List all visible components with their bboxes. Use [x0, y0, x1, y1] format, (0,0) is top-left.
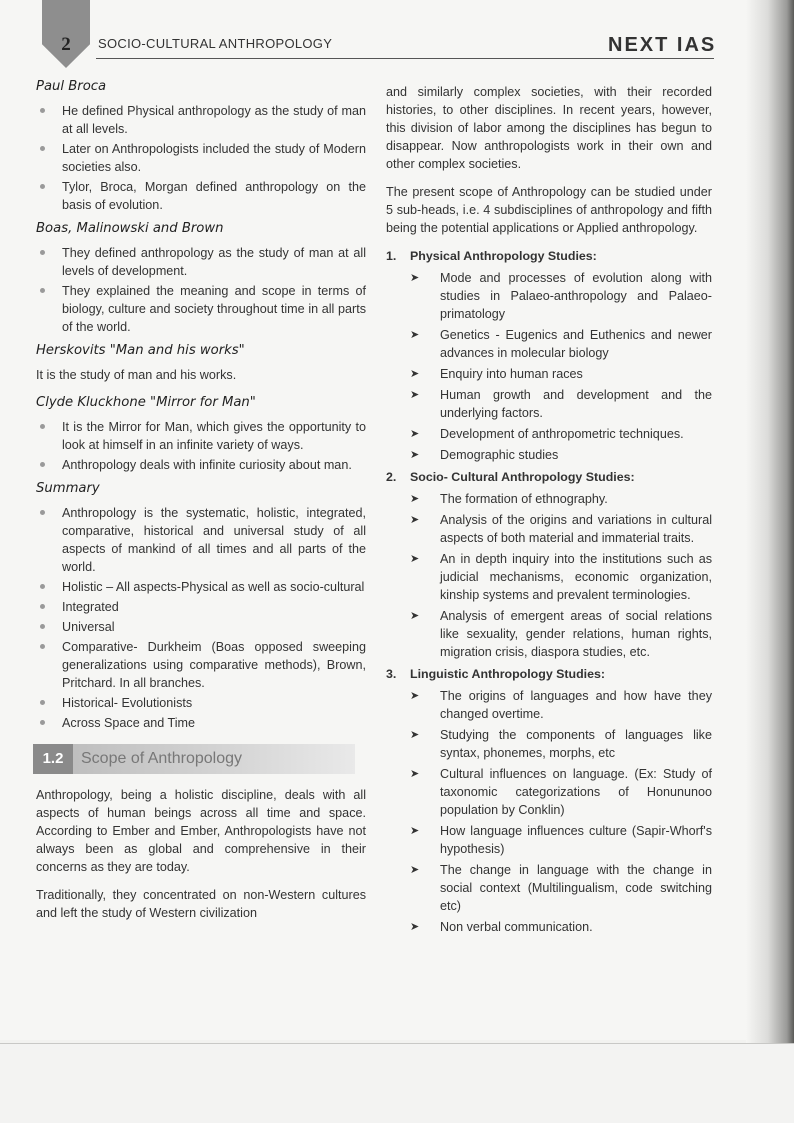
- arrow-bullet-icon: ➤: [410, 368, 420, 380]
- list-item: They defined anthropology as the study of man at all levels of development.: [36, 244, 366, 280]
- herskovits-text: It is the study of man and his works.: [36, 368, 237, 382]
- arrow-bullet-icon: ➤: [410, 449, 420, 461]
- list-item: It is the Mirror for Man, which gives the opportunity to look at himself in an infinite variety of ways.: [36, 418, 366, 454]
- continued-paragraph: and similarly complex societies, with their recorded histories, to other disciplines. In recent years, however, this division of labor among the disciplines has begun to disappear. Now anthropologists work in their own and other complex societies.: [386, 85, 712, 171]
- arrow-bullet-icon: ➤: [410, 389, 420, 401]
- arrow-bullet-icon: ➤: [410, 493, 420, 505]
- kluckhone-list: [36, 418, 366, 474]
- list-item: ➤ Analysis of the origins and variations in cultural aspects of both material and immaterial traits.: [410, 513, 712, 545]
- broca-list: [36, 102, 366, 214]
- list-item: They explained the meaning and scope in terms of biology, culture and society throughout time in all parts of the world.: [36, 282, 366, 336]
- list-item: Historical- Evolutionists: [36, 694, 366, 712]
- heading-text: Socio- Cultural Anthropology Studies:: [410, 470, 635, 484]
- scope-paragraph-1: Anthropology, being a holistic discipline, deals with all aspects of human beings across all time and space. According to Ember and Ember, Anthropologists have not always been as global and comprehensive in their concerns as they are today.: [36, 788, 366, 874]
- list-item: ➤ Genetics - Eugenics and Euthenics and newer advances in molecular biology: [410, 328, 712, 360]
- list-item: Universal: [36, 618, 366, 636]
- scanner-bed: [0, 1043, 794, 1123]
- list-item: ➤ The origins of languages and how have they changed overtime.: [410, 689, 712, 721]
- list-item: ➤ Non verbal communication.: [410, 920, 593, 934]
- list-item: Across Space and Time: [36, 714, 366, 732]
- summary-list: [36, 504, 366, 732]
- list-item: Anthropology is the systematic, holistic, integrated, comparative, historical and universal study of all aspects of mankind of all times and all parts of the world.: [36, 504, 366, 576]
- heading-number: 1.: [386, 249, 397, 263]
- arrow-bullet-icon: ➤: [410, 864, 420, 876]
- list-item: Integrated: [36, 598, 366, 616]
- subheading-herskovits: Herskovits "Man and his works": [36, 343, 245, 358]
- list-item: ➤ How language influences culture (Sapir-Whorf's hypothesis): [410, 824, 712, 856]
- heading-text: Physical Anthropology Studies:: [410, 249, 597, 263]
- arrow-bullet-icon: ➤: [410, 921, 420, 933]
- arrow-bullet-icon: ➤: [410, 428, 420, 440]
- linguistic-heading: [386, 665, 712, 683]
- heading-text: Linguistic Anthropology Studies:: [410, 667, 606, 681]
- arrow-bullet-icon: ➤: [410, 825, 420, 837]
- list-item: Tylor, Broca, Morgan defined anthropology on the basis of evolution.: [36, 178, 366, 214]
- list-item: ➤ Human growth and development and the underlying factors.: [410, 388, 712, 420]
- list-item: ➤ Demographic studies: [410, 448, 559, 462]
- section-number: 1.2: [33, 744, 73, 774]
- list-item: ➤ Enquiry into human races: [410, 367, 583, 381]
- scope-paragraph-2: Traditionally, they concentrated on non-Western cultures and left the study of Western civilization: [36, 888, 366, 920]
- heading-number: 3.: [386, 667, 397, 681]
- list-item: ➤ The formation of ethnography.: [410, 492, 608, 506]
- list-item: ➤ Mode and processes of evolution along with studies in Palaeo-anthropology and Palaeo-primatology: [410, 271, 712, 321]
- arrow-bullet-icon: ➤: [410, 514, 420, 526]
- list-item: Later on Anthropologists included the study of Modern societies also.: [36, 140, 366, 176]
- left-column: [36, 78, 366, 932]
- physical-anthropology-heading: [386, 247, 712, 265]
- header-rule: [96, 58, 714, 59]
- arrow-bullet-icon: ➤: [410, 729, 420, 741]
- list-item: Holistic – All aspects-Physical as well as socio-cultural: [36, 578, 366, 596]
- subheading-broca: Paul Broca: [36, 79, 107, 94]
- list-item: ➤ An in depth inquiry into the institutions such as judicial mechanisms, economic organization, kinship systems and prevalent terminologies.: [410, 552, 712, 602]
- arrow-bullet-icon: ➤: [410, 768, 420, 780]
- socio-cultural-list: [386, 490, 712, 661]
- section-heading-bar: [33, 744, 355, 774]
- arrow-bullet-icon: ➤: [410, 553, 420, 565]
- list-item: ➤ The change in language with the change in social context (Multilingualism, code switching etc): [410, 863, 712, 913]
- linguistic-list: [386, 687, 712, 936]
- list-item: Comparative- Durkheim (Boas opposed sweeping generalizations using comparative methods), Brown, Pritchard. In all branches.: [36, 638, 366, 692]
- running-header-title: SOCIO-CULTURAL ANTHROPOLOGY: [98, 36, 333, 51]
- section-title: Scope of Anthropology: [81, 750, 243, 767]
- subheading-boas: Boas, Malinowski and Brown: [36, 221, 224, 236]
- subheading-summary: Summary: [36, 481, 100, 496]
- page-number: 2: [61, 34, 71, 55]
- brand-logo: NEXT IAS: [608, 34, 717, 56]
- physical-anthropology-list: [386, 269, 712, 464]
- heading-number: 2.: [386, 470, 397, 484]
- list-item: ➤ Studying the components of languages like syntax, phonemes, morphs, etc: [410, 728, 712, 760]
- list-item: ➤ Analysis of emergent areas of social relations like sexuality, gender relations, human rights, migration crisis, diaspora studies, etc.: [410, 609, 712, 659]
- page-binding-shadow: [746, 0, 794, 1045]
- arrow-bullet-icon: ➤: [410, 610, 420, 622]
- subheading-kluckhone: Clyde Kluckhone "Mirror for Man": [36, 395, 256, 410]
- list-item: ➤ Cultural influences on language. (Ex: Study of taxonomic categorizations of Honununoo population by Conklin): [410, 767, 712, 817]
- scope-subheads-paragraph: The present scope of Anthropology can be studied under 5 sub-heads, i.e. 4 subdisciplines of anthropology and fifth being the potential applications or Applied anthropology.: [386, 185, 712, 235]
- arrow-bullet-icon: ➤: [410, 272, 420, 284]
- list-item: Anthropology deals with infinite curiosity about man.: [36, 456, 366, 474]
- right-column: [386, 83, 712, 940]
- boas-list: [36, 244, 366, 336]
- arrow-bullet-icon: ➤: [410, 690, 420, 702]
- list-item: ➤ Development of anthropometric techniques.: [410, 427, 684, 441]
- arrow-bullet-icon: ➤: [410, 329, 420, 341]
- socio-cultural-heading: [386, 468, 712, 486]
- list-item: He defined Physical anthropology as the study of man at all levels.: [36, 102, 366, 138]
